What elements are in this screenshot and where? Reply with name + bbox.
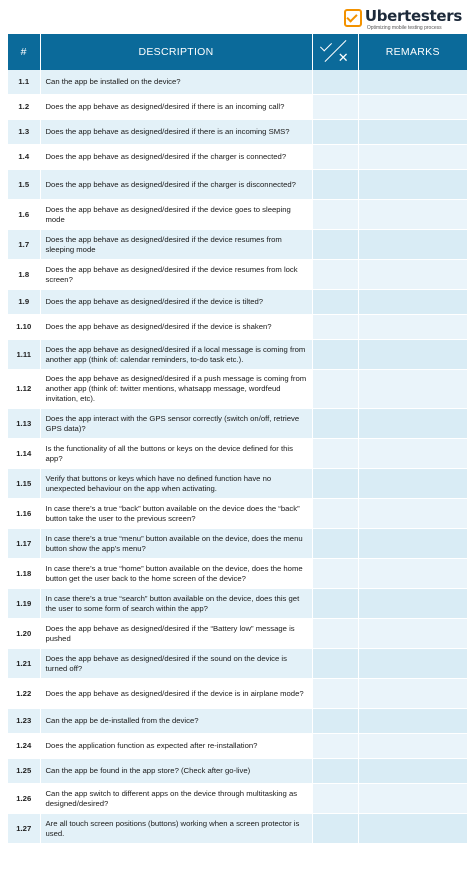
row-check-cell[interactable] [312, 759, 358, 784]
row-check-cell[interactable] [312, 589, 358, 619]
table-row [8, 559, 467, 589]
checkbox-logo-icon [344, 9, 362, 27]
row-check-cell[interactable] [312, 559, 358, 589]
row-description: Are all touch screen positions (buttons) working when a screen protector is used. [40, 814, 312, 844]
table-row [8, 734, 467, 759]
checklist-table [8, 34, 467, 844]
row-remarks-cell[interactable] [358, 709, 467, 734]
row-check-cell[interactable] [312, 709, 358, 734]
row-description: Can the app be de-installed from the device? [40, 709, 312, 734]
row-number: 1.12 [8, 370, 40, 409]
header-description: DESCRIPTION [40, 34, 312, 70]
table-row [8, 619, 467, 649]
ubertesters-logo [344, 8, 462, 34]
header-remarks: REMARKS [358, 34, 467, 70]
table-row [8, 315, 467, 340]
table-row [8, 499, 467, 529]
row-remarks-cell[interactable] [358, 70, 467, 95]
row-number: 1.18 [8, 559, 40, 589]
row-remarks-cell[interactable] [358, 170, 467, 200]
row-check-cell[interactable] [312, 70, 358, 95]
row-description: Verify that buttons or keys which have no defined function have no unexpected behaviour on the app when activating. [40, 469, 312, 499]
row-description: Does the app behave as designed/desired if the charger is disconnected? [40, 170, 312, 200]
row-description: Can the app be found in the app store? (Check after go-live) [40, 759, 312, 784]
table-row [8, 529, 467, 559]
row-remarks-cell[interactable] [358, 499, 467, 529]
row-description: In case there’s a true “search” button available on the device, does this get the user to some form of search within the app? [40, 589, 312, 619]
row-number: 1.13 [8, 409, 40, 439]
row-check-cell[interactable] [312, 439, 358, 469]
row-check-cell[interactable] [312, 814, 358, 844]
row-remarks-cell[interactable] [358, 679, 467, 709]
row-check-cell[interactable] [312, 230, 358, 260]
row-description: Does the app behave as designed/desired if there is an incoming SMS? [40, 120, 312, 145]
table-row [8, 95, 467, 120]
row-number: 1.22 [8, 679, 40, 709]
table-row [8, 814, 467, 844]
row-description: Does the application function as expected after re-installation? [40, 734, 312, 759]
row-remarks-cell[interactable] [358, 200, 467, 230]
row-number: 1.16 [8, 499, 40, 529]
header-number: # [8, 34, 40, 70]
row-remarks-cell[interactable] [358, 559, 467, 589]
row-check-cell[interactable] [312, 649, 358, 679]
row-number: 1.11 [8, 340, 40, 370]
row-description: In case there’s a true “menu” button available on the device, does the menu button show the app’s menu? [40, 529, 312, 559]
row-description: Can the app switch to different apps on the device through multitasking as designed/desired? [40, 784, 312, 814]
row-check-cell[interactable] [312, 409, 358, 439]
table-row [8, 649, 467, 679]
row-description: Does the app behave as designed/desired if the device is tilted? [40, 290, 312, 315]
row-remarks-cell[interactable] [358, 370, 467, 409]
table-row [8, 370, 467, 409]
row-remarks-cell[interactable] [358, 529, 467, 559]
row-check-cell[interactable] [312, 679, 358, 709]
row-check-cell[interactable] [312, 529, 358, 559]
row-check-cell[interactable] [312, 340, 358, 370]
table-row [8, 409, 467, 439]
row-number: 1.9 [8, 290, 40, 315]
row-number: 1.1 [8, 70, 40, 95]
check-cross-icon: ✕ [320, 38, 350, 64]
table-row [8, 145, 467, 170]
row-description: Does the app behave as designed/desired if the charger is connected? [40, 145, 312, 170]
table-row [8, 679, 467, 709]
row-remarks-cell[interactable] [358, 619, 467, 649]
row-number: 1.26 [8, 784, 40, 814]
row-remarks-cell[interactable] [358, 230, 467, 260]
row-description: Does the app behave as designed/desired if the device resumes from sleeping mode [40, 230, 312, 260]
brand-name: Ubertesters [364, 7, 462, 25]
table-row [8, 290, 467, 315]
table-row [8, 70, 467, 95]
row-remarks-cell[interactable] [358, 759, 467, 784]
row-description: Can the app be installed on the device? [40, 70, 312, 95]
table-row [8, 200, 467, 230]
table-row [8, 170, 467, 200]
row-remarks-cell[interactable] [358, 784, 467, 814]
row-remarks-cell[interactable] [358, 734, 467, 759]
row-description: Does the app behave as designed/desired if the sound on the device is turned off? [40, 649, 312, 679]
row-number: 1.20 [8, 619, 40, 649]
row-remarks-cell[interactable] [358, 439, 467, 469]
row-description: Does the app behave as designed/desired if the “Battery low” message is pushed [40, 619, 312, 649]
row-check-cell[interactable] [312, 315, 358, 340]
row-description: Does the app behave as designed/desired if the device is in airplane mode? [40, 679, 312, 709]
row-check-cell[interactable] [312, 200, 358, 230]
table-row [8, 120, 467, 145]
table-row [8, 439, 467, 469]
row-number: 1.14 [8, 439, 40, 469]
row-number: 1.4 [8, 145, 40, 170]
row-description: Does the app interact with the GPS sensor correctly (switch on/off, retrieve GPS data)? [40, 409, 312, 439]
row-check-cell[interactable] [312, 145, 358, 170]
row-remarks-cell[interactable] [358, 649, 467, 679]
brand-tagline: Optimizing mobile testing process [366, 25, 442, 31]
row-description: Does the app behave as designed/desired if the device resumes from lock screen? [40, 260, 312, 290]
row-check-cell[interactable] [312, 469, 358, 499]
row-number: 1.7 [8, 230, 40, 260]
table-row [8, 759, 467, 784]
header-check [312, 34, 358, 70]
row-number: 1.24 [8, 734, 40, 759]
row-number: 1.8 [8, 260, 40, 290]
row-description: Does the app behave as designed/desired if the device goes to sleeping mode [40, 200, 312, 230]
row-number: 1.23 [8, 709, 40, 734]
row-description: Does the app behave as designed/desired if the device is shaken? [40, 315, 312, 340]
row-check-cell[interactable] [312, 290, 358, 315]
row-number: 1.10 [8, 315, 40, 340]
row-description: Does the app behave as designed/desired if a push message is coming from another app (think of: twitter mentions, whatsapp message, wordfeud invitation, etc). [40, 370, 312, 409]
row-remarks-cell[interactable] [358, 340, 467, 370]
table-row [8, 260, 467, 290]
row-description: In case there’s a true “back” button available on the device does the “back” button take the user to the previous screen? [40, 499, 312, 529]
row-remarks-cell[interactable] [358, 145, 467, 170]
row-check-cell[interactable] [312, 120, 358, 145]
row-number: 1.2 [8, 95, 40, 120]
row-number: 1.19 [8, 589, 40, 619]
row-description: Does the app behave as designed/desired if a local message is coming from another app (think of: calendar reminders, to-do task etc.). [40, 340, 312, 370]
table-row [8, 230, 467, 260]
row-remarks-cell[interactable] [358, 814, 467, 844]
row-remarks-cell[interactable] [358, 469, 467, 499]
row-number: 1.6 [8, 200, 40, 230]
row-description: Does the app behave as designed/desired if there is an incoming call? [40, 95, 312, 120]
row-number: 1.25 [8, 759, 40, 784]
table-row [8, 589, 467, 619]
row-remarks-cell[interactable] [358, 589, 467, 619]
row-remarks-cell[interactable] [358, 260, 467, 290]
row-remarks-cell[interactable] [358, 120, 467, 145]
row-remarks-cell[interactable] [358, 95, 467, 120]
table-row [8, 340, 467, 370]
row-description: In case there’s a true “home” button available on the device, does the home button get the user back to the home screen of the device? [40, 559, 312, 589]
row-check-cell[interactable] [312, 734, 358, 759]
row-number: 1.15 [8, 469, 40, 499]
row-check-cell[interactable] [312, 95, 358, 120]
row-check-cell[interactable] [312, 499, 358, 529]
row-check-cell[interactable] [312, 260, 358, 290]
row-number: 1.21 [8, 649, 40, 679]
row-remarks-cell[interactable] [358, 290, 467, 315]
row-remarks-cell[interactable] [358, 315, 467, 340]
row-check-cell[interactable] [312, 619, 358, 649]
row-check-cell[interactable] [312, 784, 358, 814]
row-check-cell[interactable] [312, 170, 358, 200]
row-description: Is the functionality of all the buttons or keys on the device defined for this app? [40, 439, 312, 469]
row-number: 1.5 [8, 170, 40, 200]
table-row [8, 709, 467, 734]
table-row [8, 784, 467, 814]
row-number: 1.3 [8, 120, 40, 145]
row-number: 1.17 [8, 529, 40, 559]
row-check-cell[interactable] [312, 370, 358, 409]
table-row [8, 469, 467, 499]
row-remarks-cell[interactable] [358, 409, 467, 439]
table-header-row [8, 34, 467, 70]
row-number: 1.27 [8, 814, 40, 844]
